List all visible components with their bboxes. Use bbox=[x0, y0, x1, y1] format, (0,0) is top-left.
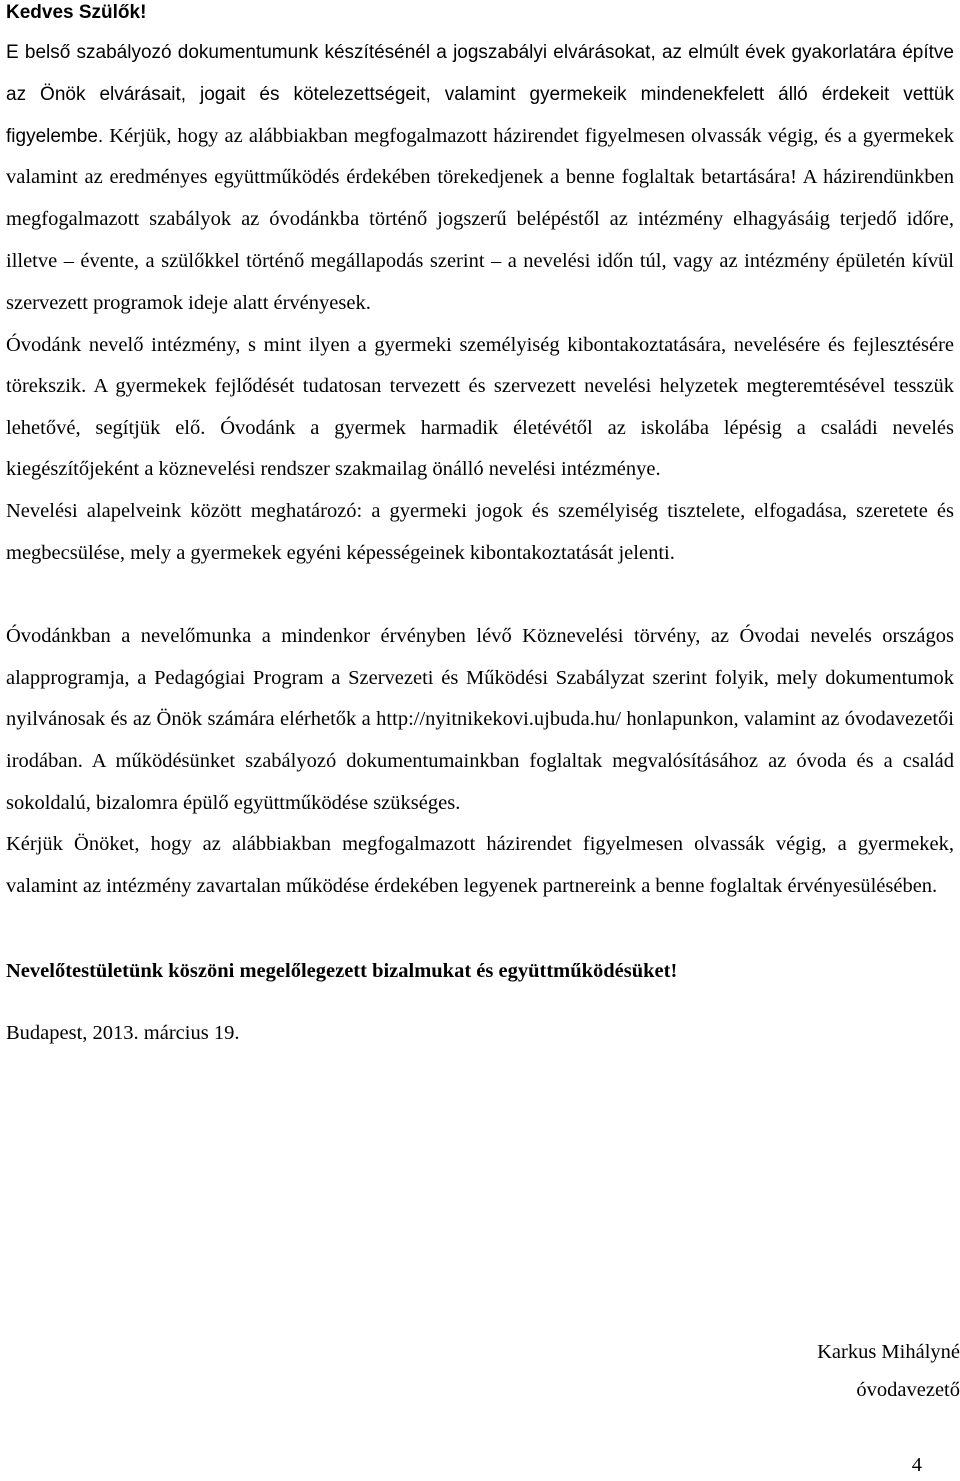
request-paragraph: Kérjük Önöket, hogy az alábbiakban megfogalmazott házirendet figyelmesen olvassák végig, a gyermekek, valamint az intézmény zavartalan működése érdekében legyenek partnereink a benne foglaltak érvényesülésében. bbox=[6, 833, 954, 897]
documents-paragraph: Óvodánkban a nevelőmunka a mindenkor érvényben lévő Köznevelési törvény, az Óvodai nevelés országos alapprogramja, a Pedagógiai Program a Szervezeti és Működési Szabályzat szerint folyik, mely dokumentumok nyilvánosak és az Önök számára elérhetők a http://nyitnikekovi.ujbuda.hu/ honlapunkon, valamint az óvodavezetői irodában. A működésünket szabályozó dokumentumainkban foglaltak megvalósításához az óvoda és a család sokoldalú, bizalomra épülő együttműködése szükséges. bbox=[6, 625, 954, 814]
intro-serif-text: Kérjük, hogy az alábbiakban megfogalmazott házirendet figyelmesen olvassák végig, és a gyermekek valamint az eredményes együttműködés érdekében törekedjenek a benne foglaltak betartására! A házirendünkben megfogalmazott szabályok az óvodánkba történő jogszerű belépéstől az intézmény elhagyásáig terjedő időre, illetve – évente, a szülőkkel történő megállapodás szerint – a nevelési időn túl, vagy az intézmény épületén kívül szervezett programok ideje alatt érvényesek. bbox=[6, 124, 954, 314]
kindergarten-paragraph: Óvodánk nevelő intézmény, s mint ilyen a gyermeki személyiség kibontakoztatására, nevelésére és fejlesztésére törekszik. A gyermekek fejlődését tudatosan tervezett és szervezett nevelési helyzetek megteremtésével tesszük lehetővé, segítjük elő. Óvodánk a gyermek harmadik életévétől az iskolába lépésig a családi nevelés kiegészítőjeként a köznevelési rendszer szakmailag önálló nevelési intézménye. bbox=[6, 333, 954, 481]
signatory-title: óvodavezető bbox=[856, 1379, 960, 1401]
document-date: Budapest, 2013. március 19. bbox=[6, 1022, 240, 1045]
intro-sans-text: E belső szabályozó dokumentumunk készítésénél a jogszabályi elvárásokat, az elmúlt évek gyakorlatára építve az Önök elvárásait, jogait és kötelezettségeit, valamint gyermekeik mindenekfelett álló érdekeit vettük figyelembe. bbox=[6, 42, 954, 147]
principles-paragraph: Nevelési alapelveink között meghatározó: a gyermeki jogok és személyiség tisztelete, elfogadása, szeretete és megbecsülése, mely a gyermekek egyéni képességeinek kibontakoztatását jelenti. bbox=[6, 499, 954, 564]
page-number: 4 bbox=[911, 1454, 922, 1476]
intro-paragraph bbox=[6, 32, 954, 325]
closing-spacer bbox=[6, 907, 954, 951]
signatory-name: Karkus Mihályné bbox=[817, 1341, 960, 1363]
signature-block bbox=[817, 1333, 960, 1409]
paragraph-spacer bbox=[6, 574, 954, 616]
date-spacer bbox=[6, 992, 954, 1022]
letter-heading: Kedves Szülők! bbox=[6, 2, 147, 23]
document-page bbox=[6, 0, 954, 1045]
closing-statement: Nevelőtestületünk köszöni megelőlegezett bizalmukat és együttműködésüket! bbox=[6, 960, 678, 983]
